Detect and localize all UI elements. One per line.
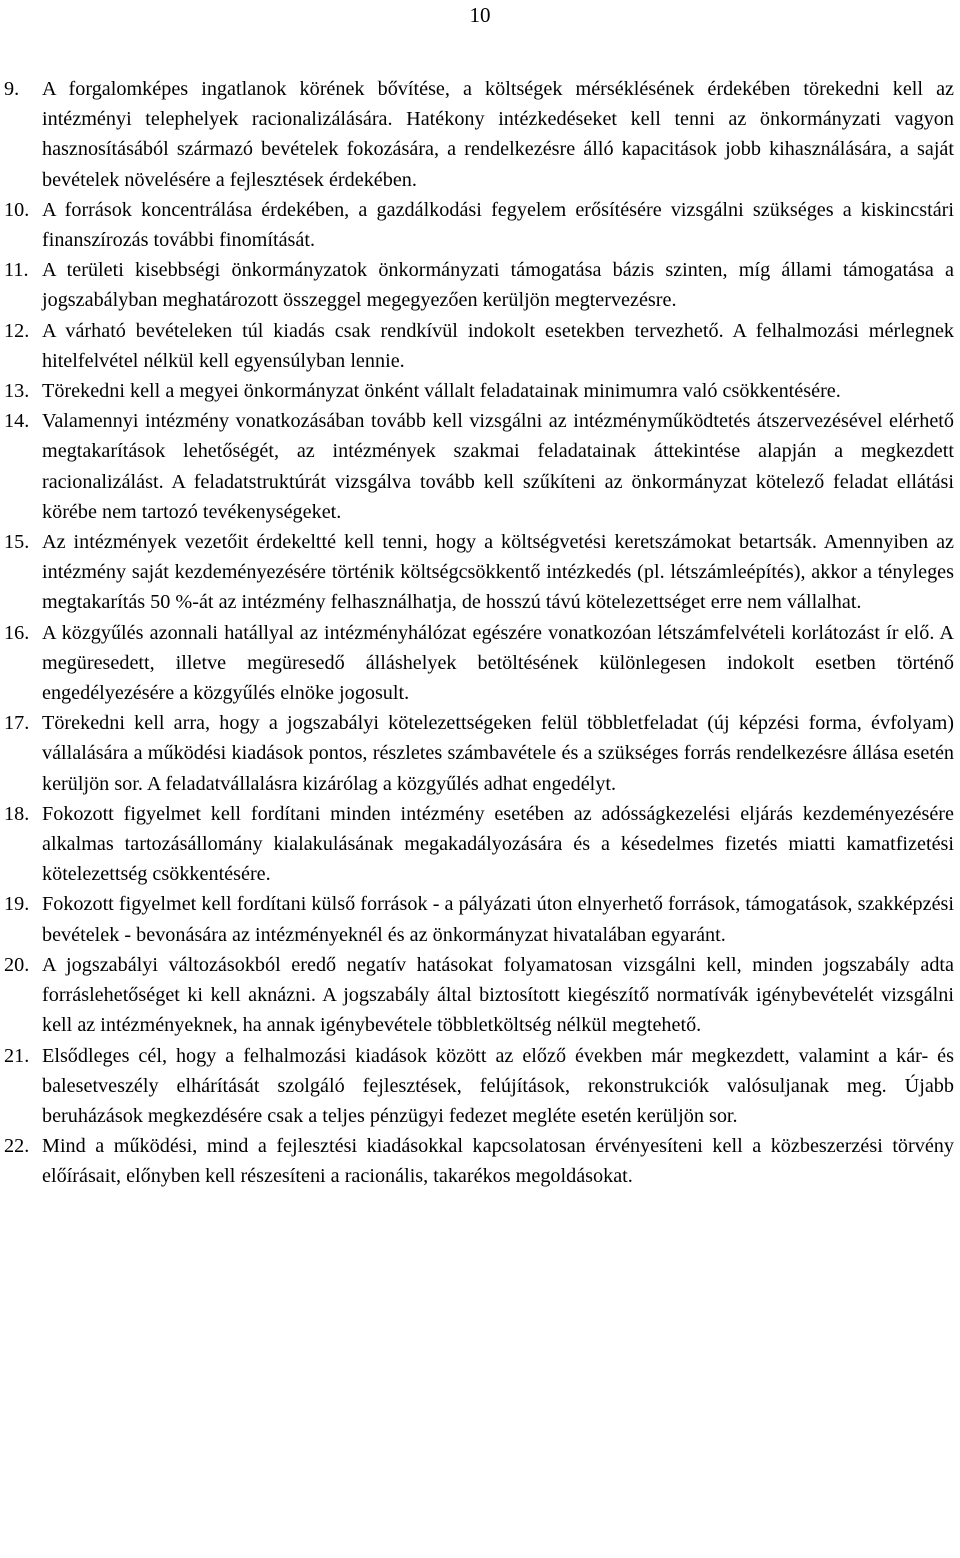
list-item	[4, 950, 954, 1041]
item-number: 18.	[4, 802, 30, 825]
guideline-list	[4, 74, 954, 1192]
list-item	[4, 1131, 954, 1191]
item-text: Törekedni kell arra, hogy a jogszabályi kötelezettségeken felül többletfeladat (új képzési forma, évfolyam) vállalására a működési kiadások pontos, részletes számbavétele és a szükséges forrás rendelkezésre állása esetén kerüljön sor. A feladatvállalásra kizárólag a közgyűlés adhat engedélyt.	[42, 712, 954, 795]
item-text: Az intézmények vezetőit érdekeltté kell tenni, hogy a költségvetési keretszámokat betartsák. Amennyiben az intézmény saját kezdeményezésére történik költségcsökkentő intézkedés (pl. létszámleépítés), akkor a tényleges megtakarítás 50 %-át az intézmény felhasználhatja, de hosszú távú kötelezettséget erre nem vállalhat.	[42, 531, 954, 614]
item-number: 11.	[4, 259, 29, 282]
item-text: Valamennyi intézmény vonatkozásában tovább kell vizsgálni az intézményműködtetés átszervezésével elérhető megtakarítások lehetőségét, az intézmények szakmai feladatainak áttekintése alapján a megkezdett racionalizálást. A feladatstruktúrát vizsgálva tovább kell szűkíteni az önkormányzat kötelező feladat ellátási körébe nem tartozó tevékenységeket.	[42, 410, 954, 523]
item-text: A közgyűlés azonnali hatállyal az intézményhálózat egészére vonatkozóan létszámfelvételi korlátozást ír elő. A megüresedett, illetve megüresedő álláshelyek betöltésének különlegesen indokolt esetben történő engedélyezésére a közgyűlés elnöke jogosult.	[42, 621, 954, 705]
item-text: Mind a működési, mind a fejlesztési kiadásokkal kapcsolatosan érvényesíteni kell a közbeszerzési törvény előírásait, előnyben kell részesíteni a racionális, takarékos megoldásokat.	[42, 1135, 954, 1188]
list-item	[4, 406, 954, 527]
item-number: 22.	[4, 1135, 30, 1158]
item-text: A területi kisebbségi önkormányzatok önkormányzati támogatása bázis szinten, míg állami támogatása a jogszabályban meghatározott összeggel megegyezően kerüljön megtervezésre.	[42, 259, 954, 312]
item-number: 14.	[4, 410, 30, 433]
item-number: 12.	[4, 319, 30, 342]
item-number: 9.	[4, 78, 20, 100]
list-item	[4, 74, 954, 195]
list-item	[4, 889, 954, 949]
item-text: A forgalomképes ingatlanok körének bővítése, a költségek mérséklésének érdekében törekedni kell az intézményi telephelyek racionalizálására. Hatékony intézkedéseket kell tenni az önkormányzati vagyon hasznosításából származó bevételek fokozására, a rendelkezésre álló kapacitások jobb kihasználására, a saját bevételek növelésére a fejlesztések érdekében.	[42, 78, 954, 191]
list-item	[4, 195, 954, 255]
item-text: A források koncentrálása érdekében, a gazdálkodási fegyelem erősítésére vizsgálni szükséges a kiskincstári finanszírozás további finomítását.	[42, 198, 954, 252]
list-item	[4, 1041, 954, 1132]
list-item	[4, 527, 954, 618]
item-number: 19.	[4, 893, 30, 916]
item-number: 17.	[4, 712, 30, 735]
item-number: 21.	[4, 1044, 30, 1067]
item-number: 15.	[4, 531, 30, 554]
page-number: 10	[469, 3, 491, 27]
list-item	[4, 708, 954, 799]
list-item	[4, 618, 954, 709]
item-text: Fokozott figyelmet kell fordítani külső források - a pályázati úton elnyerhető források, támogatások, szakképzési bevételek - bevonására az intézményeknél és az önkormányzat hivatalában egyaránt.	[42, 893, 954, 946]
list-item	[4, 255, 954, 315]
item-number: 16.	[4, 621, 30, 644]
list-item	[4, 376, 954, 406]
item-text: A jogszabályi változásokból eredő negatív hatásokat folyamatosan vizsgálni kell, minden jogszabály adta forráslehetőséget ki kell aknázni. A jogszabály által biztosított kiegészítő normatívák igénybevételét vizsgálni kell az intézményeknek, ha annak igénybevétele többletköltség nélkül megtehető.	[42, 953, 954, 1037]
item-number: 13.	[4, 380, 30, 403]
item-text: A várható bevételeken túl kiadás csak rendkívül indokolt esetekben tervezhető. A felhalmozási mérlegnek hitelfelvétel nélkül kell egyensúlyban lennie.	[42, 319, 954, 372]
item-text: Törekedni kell a megyei önkormányzat önként vállalt feladatainak minimumra való csökkentésére.	[42, 380, 841, 403]
item-text: Fokozott figyelmet kell fordítani minden intézmény esetében az adósságkezelési eljárás kezdeményezésére alkalmas tartozásállomány kialakulásának megakadályozására és a késedelmes fizetés miatti kamatfizetési kötelezettség csökkentésére.	[42, 802, 954, 886]
item-number: 10.	[4, 198, 30, 221]
item-number: 20.	[4, 953, 30, 976]
list-item	[4, 799, 954, 890]
item-text: Elsődleges cél, hogy a felhalmozási kiadások között az előző években már megkezdett, valamint a kár- és balesetveszély elhárítását szolgáló fejlesztések, felújítások, rekonstrukciók valósuljanak meg. Újabb beruházások megkezdésére csak a teljes pénzügyi fedezet megléte esetén kerüljön sor.	[42, 1044, 954, 1127]
list-item	[4, 316, 954, 376]
